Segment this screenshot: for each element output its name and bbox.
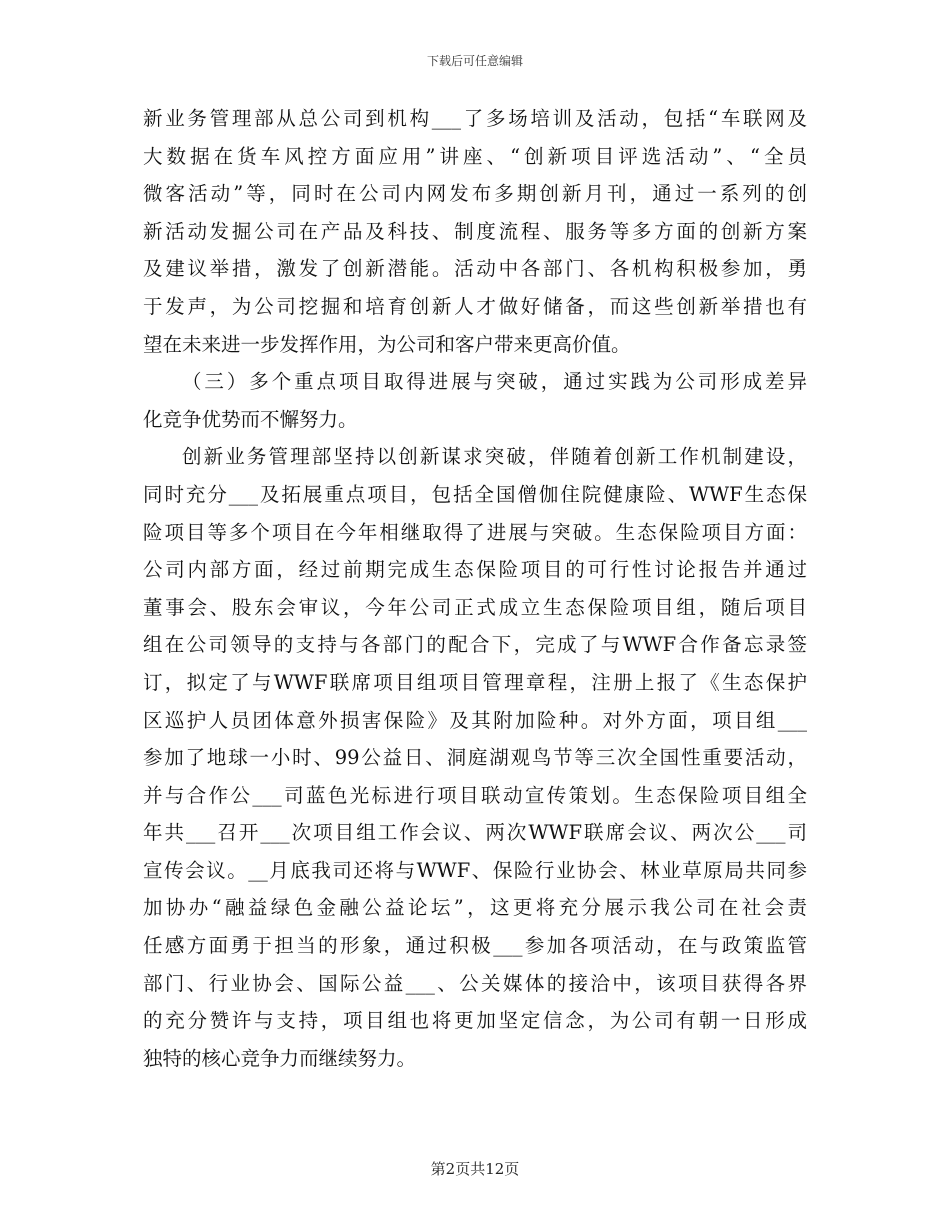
text-line: 望在未来进一步发挥作用，为公司和客户带来更高价值。: [143, 332, 631, 356]
text-line: 订，拟定了与WWF联席项目组项目管理章程，注册上报了《生态保护: [143, 670, 807, 694]
text-line: 同时充分___及拓展重点项目，包括全国僧伽住院健康险、WWF生态保: [143, 482, 807, 506]
text-line: 任感方面勇于担当的形象，通过积极___参加各项活动，在与政策监管: [143, 934, 807, 958]
text-line: 区巡护人员团体意外损害保险》及其附加险种。对外方面，项目组___: [143, 708, 807, 732]
text-line: 独特的核心竞争力而继续努力。: [143, 1046, 417, 1070]
text-line: 化竞争优势而不懈努力。: [143, 407, 358, 431]
page-footer: 第2页共12页: [430, 1160, 520, 1178]
text-line: （三）多个重点项目取得进展与突破，通过实践为公司形成差异: [182, 370, 807, 394]
text-line: 险项目等多个项目在今年相继取得了进展与突破。生态保险项目方面：: [143, 520, 807, 544]
paragraph: [143, 438, 807, 1077]
text-line: 创新业务管理部坚持以创新谋求突破，伴随着创新工作机制建设，: [182, 445, 807, 469]
text-line: 新业务管理部从总公司到机构___了多场培训及活动，包括“车联网及: [143, 107, 807, 130]
text-line: 及建议举措，激发了创新潜能。活动中各部门、各机构积极参加，勇: [143, 257, 807, 281]
text-line: 新活动发掘公司在产品及科技、制度流程、服务等多方面的创新方案: [143, 219, 807, 243]
text-line: 的充分赞许与支持，项目组也将更加坚定信念，为公司有朝一日形成: [143, 1009, 807, 1033]
text-line: 年共___召开___次项目组工作会议、两次WWF联席会议、两次公___司: [143, 821, 807, 845]
paragraph: [143, 100, 807, 363]
text-line: 宣传会议。__月底我司还将与WWF、保险行业协会、林业草原局共同参: [143, 858, 807, 882]
text-line: 部门、行业协会、国际公益___、公关媒体的接洽中，该项目获得各界: [143, 971, 807, 995]
text-line: 并与合作公___司蓝色光标进行项目联动宣传策划。生态保险项目组全: [143, 783, 807, 807]
page-header: 下载后可任意编辑: [426, 54, 523, 68]
paragraph: [143, 363, 807, 438]
text-line: 董事会、股东会审议，今年公司正式成立生态保险项目组，随后项目: [143, 595, 807, 619]
text-line: 公司内部方面，经过前期完成生态保险项目的可行性讨论报告并通过: [143, 558, 807, 582]
text-line: 微客活动”等，同时在公司内网发布多期创新月刊，通过一系列的创: [143, 182, 807, 206]
document-body: [143, 100, 807, 1077]
text-line: 于发声，为公司挖掘和培育创新人才做好储备，而这些创新举措也有: [143, 294, 807, 318]
text-line: 参加了地球一小时、99公益日、洞庭湖观鸟节等三次全国性重要活动，: [143, 746, 807, 770]
text-line: 大数据在货车风控方面应用”讲座、“创新项目评选活动”、“全员: [143, 144, 807, 168]
text-line: 加协办“融益绿色金融公益论坛”，这更将充分展示我公司在社会责: [143, 896, 807, 920]
text-line: 组在公司领导的支持与各部门的配合下，完成了与WWF合作备忘录签: [143, 633, 807, 657]
